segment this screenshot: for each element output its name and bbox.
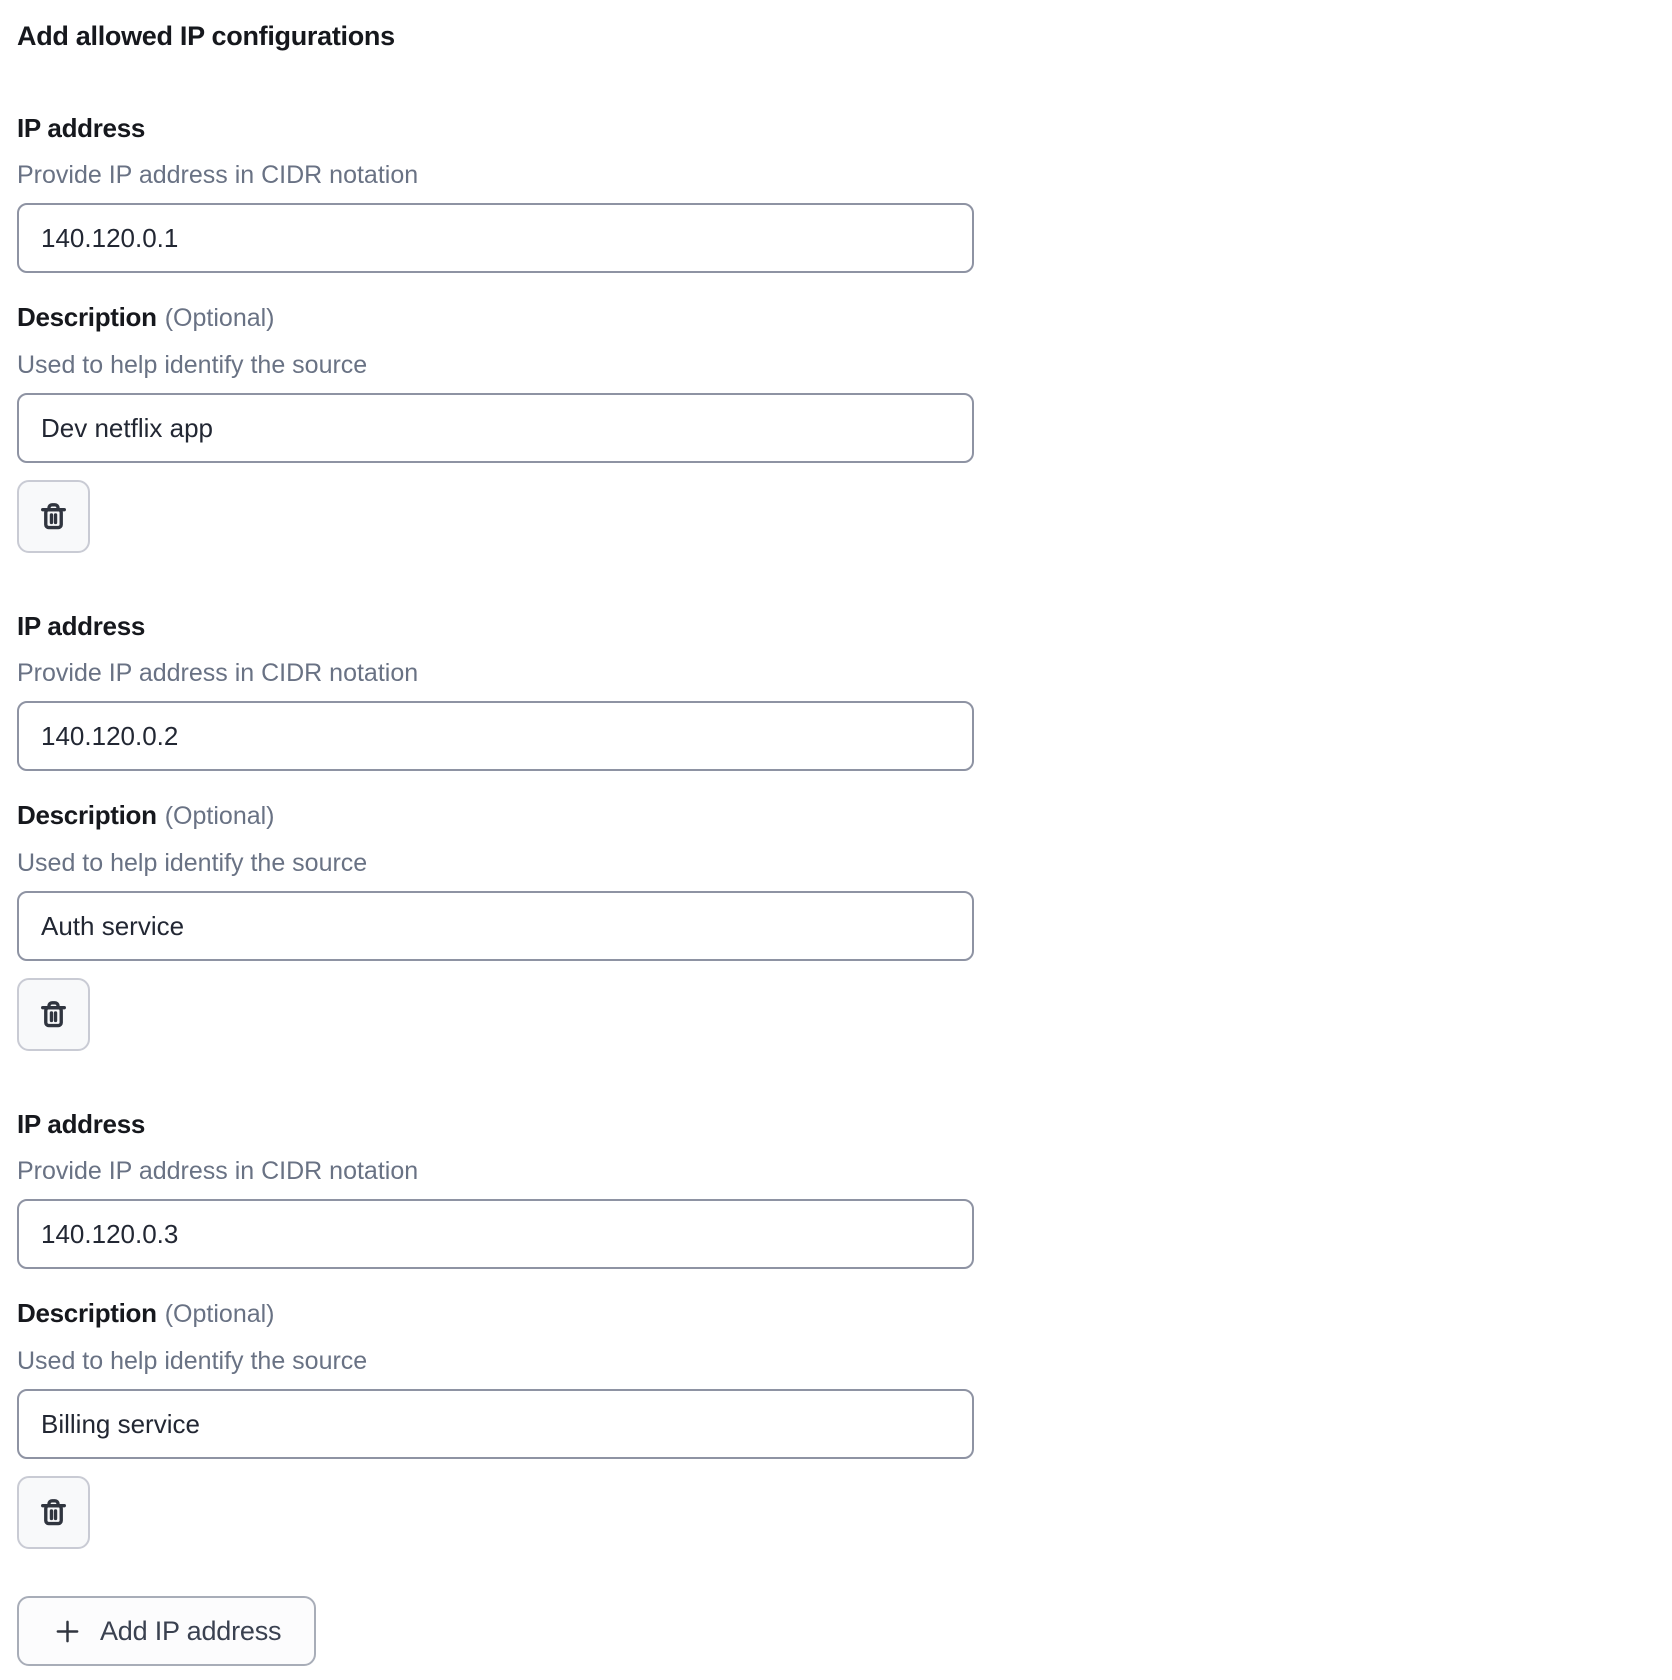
description-optional-label: (Optional)	[164, 802, 275, 830]
description-label-row	[17, 302, 1672, 333]
ip-entry-2	[17, 611, 1672, 1051]
ip-address-input[interactable]	[17, 203, 974, 273]
description-optional-label: (Optional)	[164, 1300, 275, 1328]
description-label: Description	[17, 302, 157, 332]
delete-entry-button[interactable]	[17, 978, 90, 1051]
plus-icon	[52, 1616, 83, 1647]
ip-address-label: IP address	[17, 611, 146, 641]
ip-entry-1	[17, 113, 1672, 553]
add-ip-address-label: Add IP address	[100, 1615, 282, 1646]
description-input[interactable]	[17, 891, 974, 961]
trash-icon	[36, 1494, 71, 1531]
add-ip-address-button[interactable]	[17, 1596, 316, 1666]
delete-entry-button[interactable]	[17, 480, 90, 553]
description-label: Description	[17, 1298, 157, 1328]
ip-address-input[interactable]	[17, 701, 974, 771]
description-input[interactable]	[17, 393, 974, 463]
description-help: Used to help identify the source	[17, 849, 368, 877]
ip-address-label: IP address	[17, 113, 146, 143]
description-help: Used to help identify the source	[17, 1347, 368, 1375]
description-label-row	[17, 800, 1672, 831]
trash-icon	[36, 996, 71, 1033]
ip-address-input[interactable]	[17, 1199, 974, 1269]
ip-address-help: Provide IP address in CIDR notation	[17, 659, 419, 687]
description-label: Description	[17, 800, 157, 830]
delete-entry-button[interactable]	[17, 1476, 90, 1549]
page-title: Add allowed IP configurations	[17, 21, 395, 51]
ip-address-label: IP address	[17, 1109, 146, 1139]
description-help: Used to help identify the source	[17, 351, 368, 379]
ip-entry-3	[17, 1109, 1672, 1549]
description-label-row	[17, 1298, 1672, 1329]
description-input[interactable]	[17, 1389, 974, 1459]
ip-address-help: Provide IP address in CIDR notation	[17, 1157, 419, 1185]
ip-address-help: Provide IP address in CIDR notation	[17, 161, 419, 189]
description-optional-label: (Optional)	[164, 304, 275, 332]
trash-icon	[36, 498, 71, 535]
